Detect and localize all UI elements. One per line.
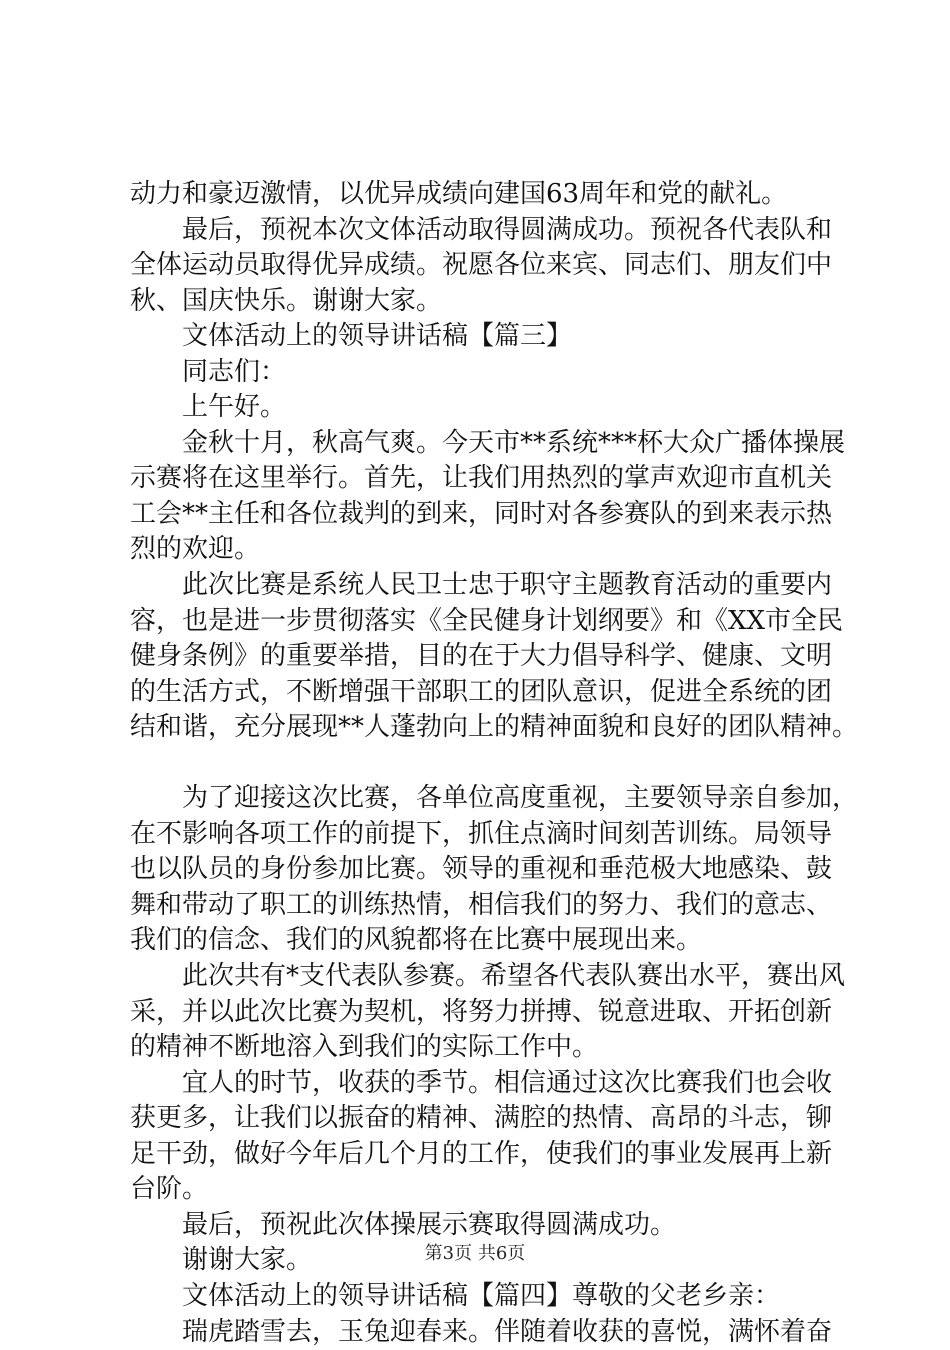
- page-number-footer: 第3页 共6页: [0, 1242, 950, 1266]
- blank-line: [130, 746, 830, 782]
- text-line: 获更多，让我们以振奋的精神、满腔的热情、高昂的斗志，铆: [130, 1101, 830, 1137]
- text-line: 烈的欢迎。: [130, 532, 830, 568]
- text-line: 舞和带动了职工的训练热情，相信我们的努力、我们的意志、: [130, 888, 830, 924]
- text-line: 秋、国庆快乐。谢谢大家。: [130, 284, 830, 320]
- text-line: 同志们：: [130, 355, 830, 391]
- text-line: 足干劲，做好今年后几个月的工作，使我们的事业发展再上新: [130, 1137, 830, 1173]
- text-line: 最后，预祝此次体操展示赛取得圆满成功。: [130, 1208, 830, 1244]
- text-line: 此次比赛是系统人民卫士忠于职守主题教育活动的重要内: [130, 568, 830, 604]
- text-line: 健身条例》的重要举措，目的在于大力倡导科学、健康、文明: [130, 639, 830, 675]
- text-line: 台阶。: [130, 1172, 830, 1208]
- text-line: 动力和豪迈激情，以优异成绩向建国63周年和党的献礼。: [130, 177, 830, 213]
- text-line: 谢谢大家。: [130, 1243, 830, 1279]
- text-line: 示赛将在这里举行。首先，让我们用热烈的掌声欢迎市直机关: [130, 461, 830, 497]
- text-line: 宜人的时节，收获的季节。相信通过这次比赛我们也会收: [130, 1066, 830, 1102]
- text-line: 结和谐，充分展现**人蓬勃向上的精神面貌和良好的团队精神。: [130, 710, 830, 746]
- text-line: 采，并以此次比赛为契机，将努力拼搏、锐意进取、开拓创新: [130, 995, 830, 1031]
- text-line: 我们的信念、我们的风貌都将在比赛中展现出来。: [130, 923, 830, 959]
- text-line: 此次共有*支代表队参赛。希望各代表队赛出水平，赛出风: [130, 959, 830, 995]
- text-line: 工会**主任和各位裁判的到来，同时对各参赛队的到来表示热: [130, 497, 830, 533]
- text-line: 文体活动上的领导讲话稿【篇四】尊敬的父老乡亲：: [130, 1279, 830, 1315]
- text-line: 文体活动上的领导讲话稿【篇三】: [130, 319, 830, 355]
- text-line: 上午好。: [130, 390, 830, 426]
- text-line: 瑞虎踏雪去，玉兔迎春来。伴随着收获的喜悦，满怀着奋: [130, 1315, 830, 1350]
- text-line: 金秋十月，秋高气爽。今天市**系统***杯大众广播体操展: [130, 426, 830, 462]
- text-line: 全体运动员取得优异成绩。祝愿各位来宾、同志们、朋友们中: [130, 248, 830, 284]
- text-line: 的精神不断地溶入到我们的实际工作中。: [130, 1030, 830, 1066]
- text-line: 的生活方式，不断增强干部职工的团队意识，促进全系统的团: [130, 675, 830, 711]
- text-line: 为了迎接这次比赛，各单位高度重视，主要领导亲自参加，: [130, 781, 830, 817]
- text-line: 最后，预祝本次文体活动取得圆满成功。预祝各代表队和: [130, 213, 830, 249]
- text-line: 容，也是进一步贯彻落实《全民健身计划纲要》和《XX市全民: [130, 604, 830, 640]
- text-line: 也以队员的身份参加比赛。领导的重视和垂范极大地感染、鼓: [130, 852, 830, 888]
- document-body: [130, 177, 830, 1350]
- text-line: 在不影响各项工作的前提下，抓住点滴时间刻苦训练。局领导: [130, 817, 830, 853]
